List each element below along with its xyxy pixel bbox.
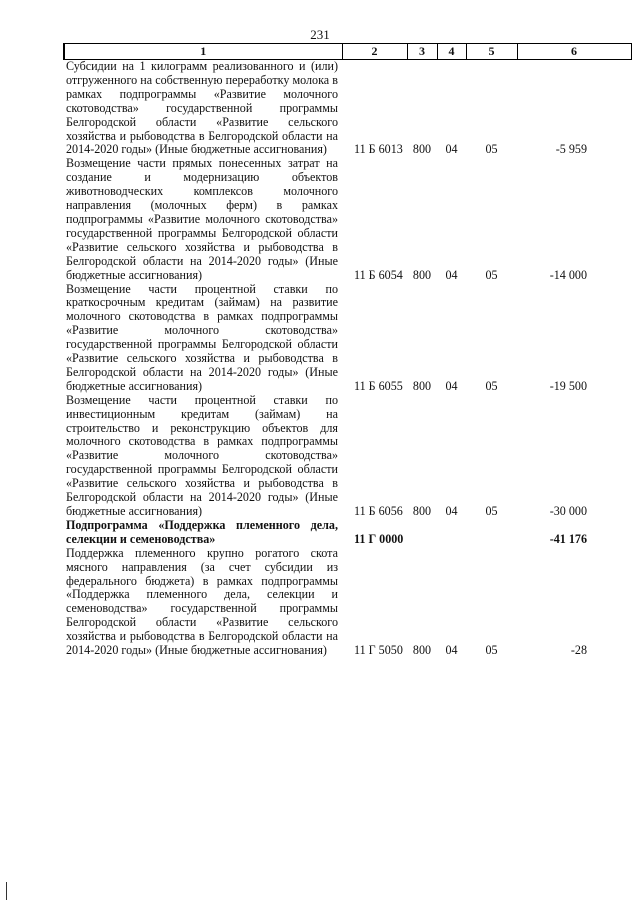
- row-description: Возмещение части процентной ставки по краткосрочным кредитам (займам) на развитие молочного скотоводства в рамках подпрограммы «Развитие молочного скотоводства» государственной программы Белгородской области «Развитие сельского хозяйства и рыбоводства в Белгородской области на 2014-2020 годы» (Иные бюджетные ассигнования): [66, 281, 338, 393]
- row-code: 11 Б 6013: [354, 142, 403, 157]
- row-col-3: 800: [412, 267, 432, 282]
- header-col-1: 1: [64, 44, 342, 60]
- row-amount: -28: [570, 643, 587, 658]
- row-col-3: 800: [412, 378, 432, 393]
- header-col-3: 3: [407, 44, 437, 60]
- table-row: [64, 394, 631, 519]
- row-col-5: 05: [485, 267, 498, 282]
- row-description: Поддержка племенного крупно рогатого скота мясного направления (за счет субсидии из федерального бюджета) в рамках подпрограммы «Поддержка племенного дела, селекции и семеноводства» государственной программы Белгородской области «Развитие сельского хозяйства и рыбоводства в Белгородской области на 2014-2020 годы» (Иные бюджетные ассигнования): [66, 545, 338, 658]
- row-col-3: 800: [412, 643, 432, 658]
- row-col-5: 05: [485, 504, 498, 518]
- row-col-3: 800: [412, 504, 432, 518]
- row-col-5: 05: [485, 643, 498, 658]
- row-col-4: 04: [445, 267, 458, 282]
- row-description: Субсидии на 1 килограмм реализованного и (или) отгруженного на собственную переработку молока в рамках подпрограммы «Развитие молочного скотоводства» государственной программы Белгородской области «Развитие сельского хозяйства и рыбоводства в Белгородской области на 2014-2020 годы» (Иные бюджетные ассигнования): [66, 59, 338, 157]
- row-col-5: [466, 519, 517, 547]
- row-col-4: 04: [445, 643, 458, 658]
- table-row: [64, 60, 631, 158]
- row-col-4: [437, 519, 466, 547]
- row-amount: -30 000: [549, 504, 587, 518]
- table-row: [64, 547, 631, 658]
- row-code: 11 Г 5050: [354, 643, 403, 658]
- row-col-5: 05: [485, 378, 498, 393]
- row-amount: -5 959: [555, 142, 587, 157]
- row-amount: -14 000: [549, 267, 587, 282]
- row-code: 11 Б 6054: [354, 267, 403, 282]
- row-col-4: 04: [445, 504, 458, 518]
- page-number: 231: [310, 27, 330, 42]
- header-col-4: 4: [437, 44, 466, 60]
- header-col-5: 5: [466, 44, 517, 60]
- row-col-4: 04: [445, 378, 458, 393]
- row-col-3: 800: [412, 142, 432, 157]
- row-amount: -19 500: [549, 378, 587, 393]
- row-description: Возмещение части процентной ставки по инвестиционным кредитам (займам) на строительство и реконструкцию объектов для молочного скотоводства в рамках подпрограммы «Развитие молочного скотоводства» государственной программы Белгородской области «Развитие сельского хозяйства и рыбоводства в Белгородской области на 2014-2020 годы» (Иные бюджетные ассигнования): [66, 392, 338, 518]
- row-description: Подпрограмма «Поддержка племенного дела, селекции и семеноводства»: [66, 517, 338, 546]
- budget-table: [63, 43, 632, 658]
- header-col-2: 2: [342, 44, 407, 60]
- row-amount: -41 176: [549, 531, 587, 546]
- row-col-3: [407, 519, 437, 547]
- row-col-4: 04: [445, 142, 458, 157]
- row-code: 11 Г 0000: [354, 531, 404, 546]
- table-row: [64, 157, 631, 282]
- table-header-row: [64, 44, 631, 60]
- row-col-5: 05: [485, 142, 498, 157]
- row-code: 11 Б 6056: [354, 504, 403, 518]
- row-description: Возмещение части прямых понесенных затрат на создание и модернизацию объектов животноводческих комплексов молочного направления (молочных ферм) в рамках подпрограммы «Развитие молочного скотоводства» государственной программы Белгородской области «Развитие сельского хозяйства и рыбоводства в Белгородской области на 2014-2020 годы» (Иные бюджетные ассигнования): [66, 156, 338, 282]
- header-col-6: 6: [517, 44, 631, 60]
- table-row-subprogram: [64, 519, 631, 547]
- binding-margin-mark: [6, 882, 7, 900]
- table-row: [64, 283, 631, 394]
- row-code: 11 Б 6055: [354, 378, 403, 393]
